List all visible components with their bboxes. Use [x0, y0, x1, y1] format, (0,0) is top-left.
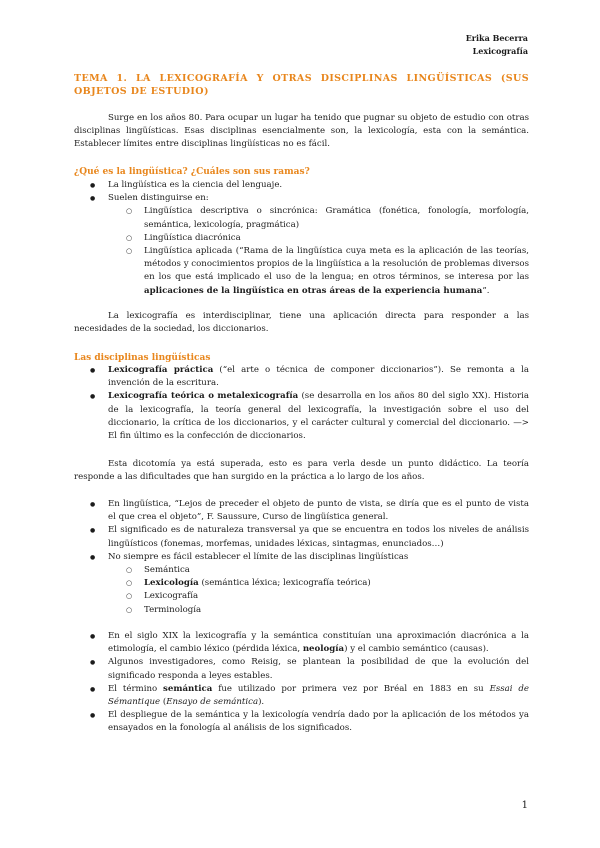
list-item-text: No siempre es fácil establecer el límite de las disciplinas lingüísticas — [108, 551, 409, 562]
list-item — [108, 630, 529, 656]
list-item-text: El término — [108, 683, 158, 694]
list-item: ● El significado es de naturaleza transversal ya que se encuentra en todos los niveles de análisis lingüísticos (fonemas, morfemas, unidades léxicas, sintagmas, enunciados…) — [108, 524, 529, 550]
list-item-text: ( — [162, 697, 167, 708]
list-item — [108, 683, 529, 709]
intro-paragraph: Surge en los años 80. Para ocupar un lugar ha tenido que pugnar su objeto de estudio con otras disciplinas lingüísticas. Esas disciplinas esencialmente son, la lexicología, esta con la semántica. Establecer límites entre disciplinas lingüísticas no es fácil. — [74, 113, 529, 150]
list-item-text-end: ) y el cambio semántico (causas). — [344, 644, 489, 655]
sublist-text: Lingüística aplicada (“Rama de la lingüística cuya meta es la aplicación de las teorías, métodos y conocimientos propios de la lingüística a la resolución de problemas diversos en los que está implicado el uso de la lengua; en otros términos, se interesa por las — [144, 246, 529, 283]
list-item — [108, 192, 529, 298]
list-item-text-end: ). — [258, 697, 265, 708]
sublist-bold: aplicaciones de la lingüística en otras áreas de la experiencia humana — [144, 285, 483, 296]
sublist-item: ○ Lexicografía — [144, 590, 529, 603]
section1-heading: ¿Qué es la lingüística? ¿Cuáles son sus ramas? — [74, 167, 310, 177]
sublist-text: (semántica léxica; lexicografía teórica) — [201, 578, 371, 589]
list-item-bold: neología — [302, 644, 345, 655]
section1-sublist — [108, 205, 529, 297]
sublist-item: ○ Terminología — [144, 604, 529, 617]
sublist-item: ○ Lingüística descriptiva o sincrónica: Gramática (fonética, fonología, morfología, semántica, lexicología, pragmática) — [144, 205, 529, 231]
list-item: ● El despliegue de la semántica y la lexicología vendría dado por la aplicación de los métodos ya ensayados en la fonología al análisis de los significados. — [108, 709, 529, 735]
sublist-bold: Lexicología — [144, 578, 199, 589]
section2-heading: Las disciplinas lingüísticas — [74, 353, 211, 363]
list-item: ● La lingüística es la ciencia del lenguaje. — [108, 179, 529, 192]
page-header — [466, 32, 528, 58]
list-item-bold: Lexicografía práctica — [108, 365, 214, 375]
list-item-bold: semántica — [163, 683, 213, 694]
list-item-text: Suelen distinguirse en: — [108, 193, 209, 204]
list-item — [108, 364, 529, 390]
paragraph-dicotomia: Esta dicotomía ya está superada, esto es para verla desde un punto didáctico. La teoría responde a las dificultades que han surgido en la práctica a lo largo de los años. — [74, 459, 529, 483]
list-item — [108, 551, 529, 617]
sublist-item — [144, 245, 529, 298]
list-item-italic: Ensayo de semántica — [166, 697, 259, 708]
list-item-text: En el siglo XIX la lexicografía y la semántica constituían una aproximación diacrónica a la etimología, el cambio léxico (pérdida léxica, — [108, 631, 529, 655]
list-item: ● Algunos investigadores, como Reisig, se plantean la posibilidad de que la evolución del significado responda a leyes estables. — [108, 656, 529, 682]
paragraph-interdisciplinar: La lexicografía es interdisciplinar, tiene una aplicación directa para responder a las necesidades de la sociedad, los diccionarios. — [74, 311, 529, 335]
list-item-text: (“el arte o técnica de componer diccionarios”). Se remonta a la invención de la escritura. — [108, 365, 529, 389]
list-3 — [108, 498, 529, 617]
section2-list — [108, 364, 529, 443]
list-item — [108, 390, 529, 443]
header-author: Erika Becerra — [465, 33, 528, 43]
list-item-text: fue utilizado por primera vez por Bréal en 1883 en su — [218, 683, 484, 694]
list-item: ● En lingüística, “Lejos de preceder el objeto de punto de vista, se diría que es el punto de vista el que crea el objeto”, F. Saussure, Curso de lingüística general. — [108, 498, 529, 524]
sublist-item: ○ Semántica — [144, 564, 529, 577]
sublist-item — [144, 577, 529, 590]
section1-list — [108, 179, 529, 298]
list-item-bold: Lexicografía teórica o metalexicografía — [108, 391, 299, 402]
sublist-text-end: ”. — [482, 285, 490, 296]
list-4 — [108, 630, 529, 736]
sublist-item: ○ Lingüística diacrónica — [144, 232, 529, 245]
list-item-italic: Essai de Sémantique — [108, 683, 529, 708]
page-title: TEMA 1. LA LEXICOGRAFÍA Y OTRAS DISCIPLINAS LINGÜÍSTICAS (SUS OBJETOS DE ESTUDIO) — [74, 73, 529, 97]
list-item-text: (se desarrolla en los años 80 del siglo XX). Historia de la lexicografía, la teoría general del lexicografía, la investigación sobre el uso del diccionario, la crítica de los diccionarios, y el carácter cultural y comercial del diccionario. —> El fin último es la confección de diccionarios. — [108, 391, 529, 442]
header-subject: Lexicografía — [472, 46, 528, 56]
page-number: 1 — [521, 800, 528, 811]
list-3-sublist — [108, 564, 529, 617]
